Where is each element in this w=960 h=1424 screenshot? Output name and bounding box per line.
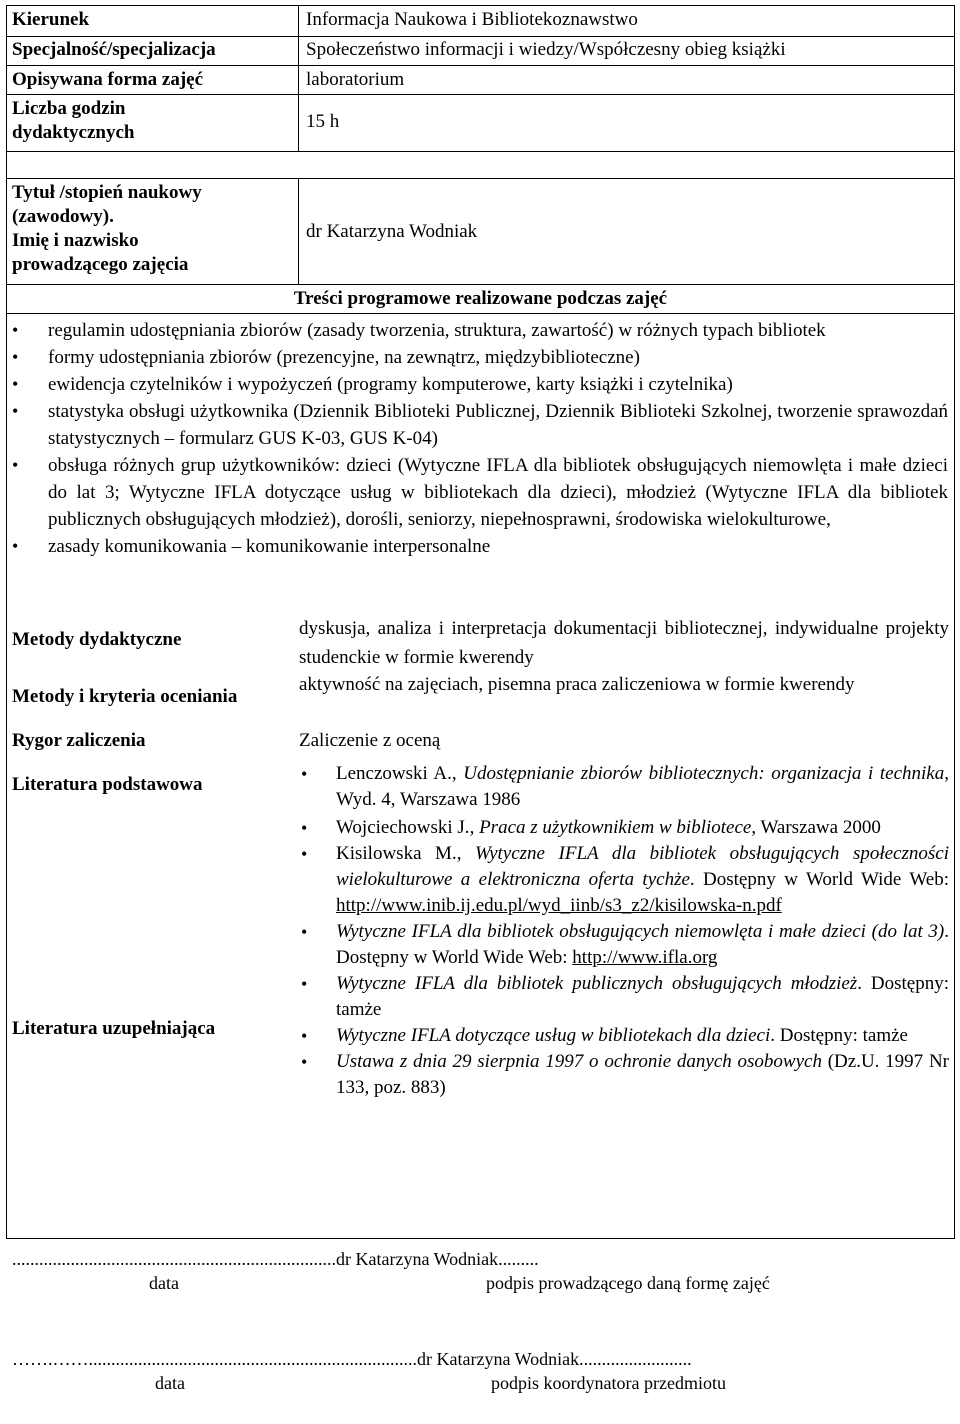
tresci-heading: Treści programowe realizowane podczas zajęć [293,288,668,309]
list-item: • regulamin udostępniania zbiorów (zasady tworzenia, struktura, zawartość) w różnych typach bibliotek [12,317,948,344]
list-item: • Wojciechowski J., Praca z użytkownikiem w bibliotece, Warszawa 2000 [299,815,949,841]
list-item: • Kisilowska M., Wytyczne IFLA dla bibliotek obsługujących społeczności wielokulturowe a elektroniczna oferta tychże. Dostępny w World Wide Web: http://www.inib.ij.edu.pl/wyd_iinb/s3_z2/kisilowska-n.pdf [299,841,949,919]
list-item: • Ustawa z dnia 29 sierpnia 1997 o ochronie danych osobowych (Dz.U. 1997 Nr 133, poz. 883) [299,1049,949,1101]
rygor-value: Zaliczenie z oceną [299,730,441,751]
signature-line-instructor: ........................................................................dr Katarzyna Wodniak......... [12,1249,539,1269]
list-item: • statystyka obsługi użytkownika (Dziennik Biblioteki Publicznej, Dziennik Biblioteki Szkolnej, tworzenie sprawozdań statystycznych – formularz GUS K-03, GUS K-04) [12,398,948,452]
table-border [6,94,955,95]
lit-uzupelniajaca-label: Literatura uzupełniająca [12,1018,216,1039]
tresci-list [12,317,948,560]
list-item: • Wytyczne IFLA dla bibliotek obsługujących niemowlęta i małe dzieci (do lat 3). Dostępny w World Wide Web: http://www.ifla.org [299,919,949,971]
table-border [6,151,955,152]
lit-uzupelniajaca-list [299,815,949,1101]
rygor-label: Rygor zaliczenia [12,730,146,751]
table-border [954,5,955,1238]
signature-caption-instructor: podpis prowadzącego daną formę zajęć [486,1273,770,1293]
forma-value: laboratorium [306,69,405,90]
table-border [6,36,955,37]
godziny-label: Liczba godzin dydaktycznych [12,98,135,143]
lit-podstawowa-label: Literatura podstawowa [12,774,203,795]
table-border [6,284,955,285]
table-border [6,178,955,179]
table-border [6,1238,955,1239]
kryteria-label: Metody i kryteria oceniania [12,686,238,707]
specjalnosc-label: Specjalność/specjalizacja [12,39,216,60]
forma-label: Opisywana forma zajęć [12,69,204,90]
kierunek-value: Informacja Naukowa i Bibliotekoznawstwo [306,9,638,30]
table-border [6,65,955,66]
list-item: • Wytyczne IFLA dla bibliotek publicznych obsługujących młodzież. Dostępny: tamże [299,971,949,1023]
lit-podstawowa-list [299,761,949,813]
metody-label: Metody dydaktyczne [12,629,182,650]
specjalnosc-value: Społeczeństwo informacji i wiedzy/Współczesny obieg książki [306,39,786,60]
table-border [298,5,299,151]
godziny-value: 15 h [306,111,340,132]
kisilowska-link[interactable]: http://www.inib.ij.edu.pl/wyd_iinb/s3_z2/kisilowska-n.pdf [336,895,782,916]
table-border [298,178,299,284]
kierunek-label: Kierunek [12,9,90,30]
tytul-label: Tytuł /stopień naukowy (zawodowy). Imię i nazwisko prowadzącego zajęcia [12,182,202,275]
kryteria-value: aktywność na zajęciach, pisemna praca zaliczeniowa w formie kwerendy [299,674,855,695]
list-item: • Wytyczne IFLA dotyczące usług w bibliotekach dla dzieci. Dostępny: tamże [299,1023,949,1049]
ifla-link[interactable]: http://www.ifla.org [572,947,718,968]
signature-caption-coordinator: podpis koordynatora przedmiotu [491,1373,726,1393]
table-border [6,5,955,6]
prowadzacy-value: dr Katarzyna Wodniak [306,221,478,242]
signature-line-coordinator: …….…….........................................................................dr Katarzyna Wodniak......................... [12,1349,692,1369]
table-border [6,313,955,314]
list-item: • obsługa różnych grup użytkowników: dzieci (Wytyczne IFLA dla bibliotek obsługujących niemowlęta i małe dzieci do lat 3; Wytyczne IFLA dotyczące usług w bibliotekach dla dzieci), młodzież (Wytyczne IFLA dla bibliotek publicznych obsługujących młodzież), dorośli, seniorzy, niepełnosprawni, środowiska wielokulturowe, [12,452,948,533]
list-item: • Lenczowski A., Udostępnianie zbiorów bibliotecznych: organizacja i technika, Wyd. 4, Warszawa 1986 [299,761,949,813]
list-item: • formy udostępniania zbiorów (prezencyjne, na zewnątrz, międzybiblioteczne) [12,344,948,371]
list-item: • ewidencja czytelników i wypożyczeń (programy komputerowe, karty książki i czytelnika) [12,371,948,398]
table-border [6,5,7,1238]
metody-value: dyskusja, analiza i interpretacja dokumentacji bibliotecznej, indywidualne projekty studenckie w formie kwerendy [299,618,949,668]
signature-date-label: data [155,1373,185,1393]
list-item: • zasady komunikowania – komunikowanie interpersonalne [12,533,948,560]
signature-date-label: data [149,1273,179,1293]
